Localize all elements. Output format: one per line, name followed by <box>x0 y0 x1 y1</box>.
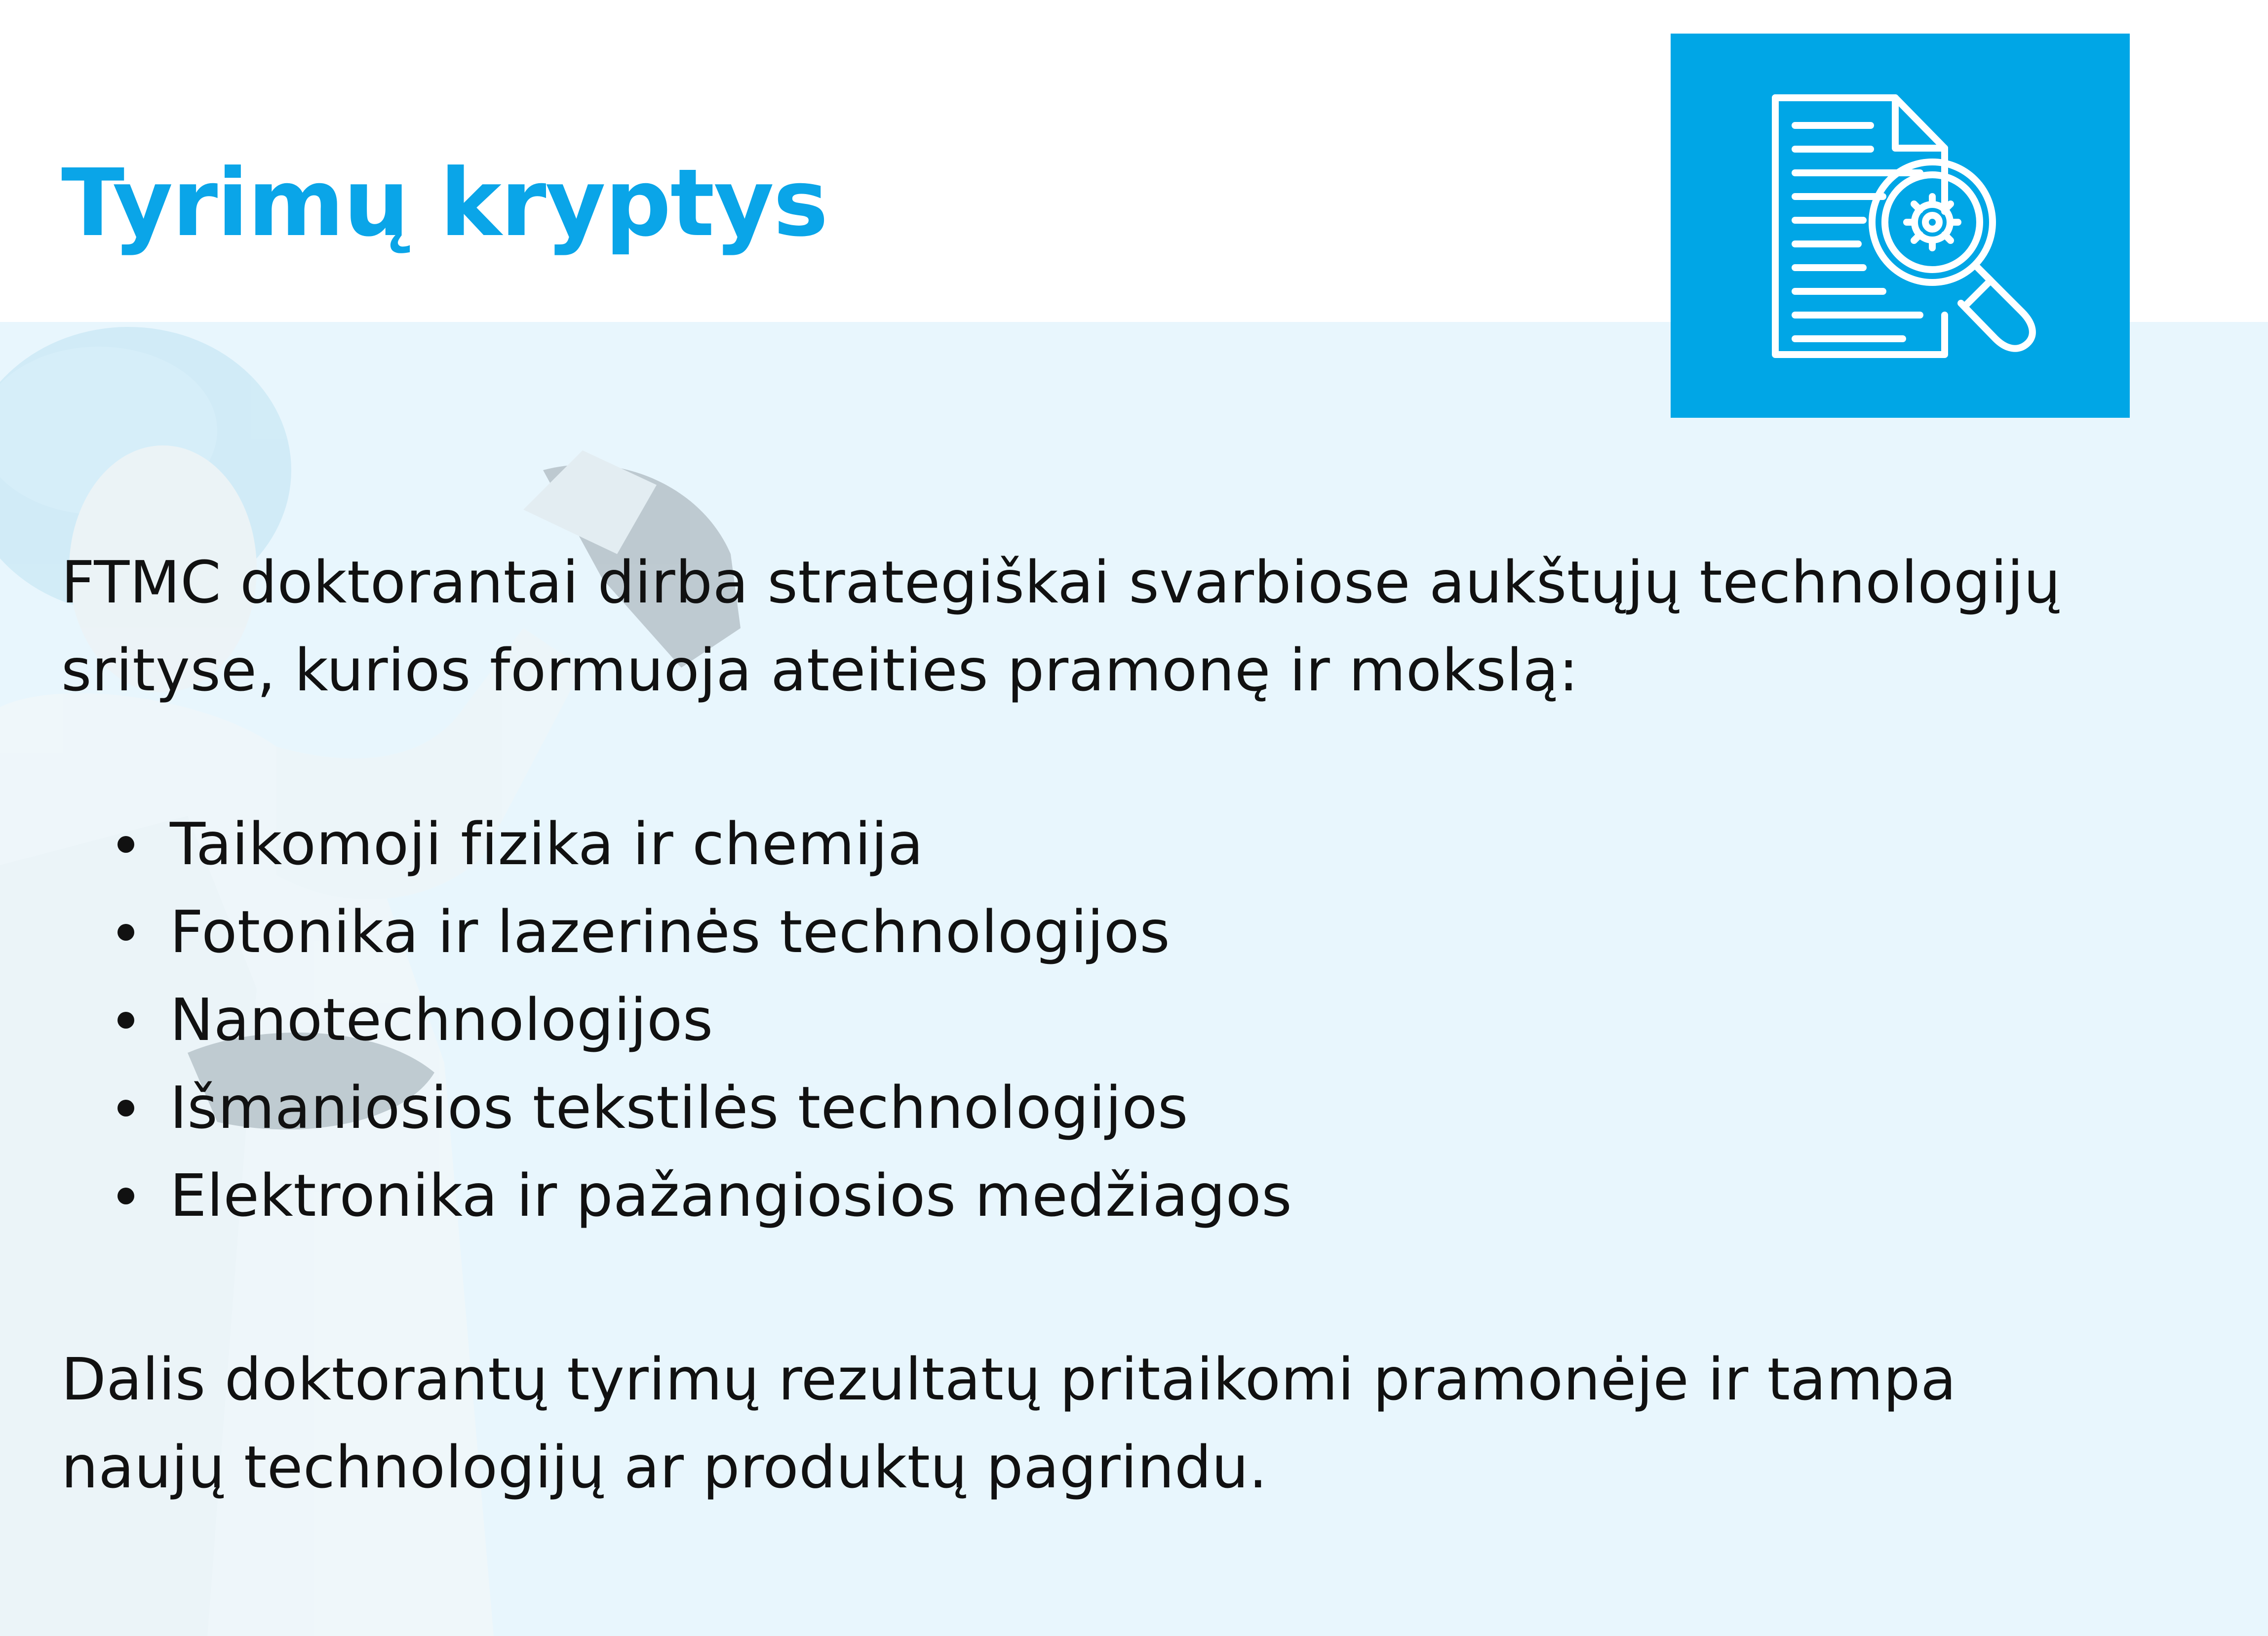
document-search-gear-icon <box>1671 34 2130 418</box>
list-item-label: Taikomoji fizika ir chemija <box>170 810 924 878</box>
list-item-label: Elektronika ir pažangiosios medžiagos <box>170 1161 1292 1230</box>
icon-tile <box>1671 34 2130 418</box>
research-areas-list <box>117 800 1292 1239</box>
list-item <box>117 888 1292 976</box>
list-item <box>117 1152 1292 1239</box>
list-item <box>117 800 1292 888</box>
bullet-icon <box>117 1188 134 1204</box>
list-item <box>117 1064 1292 1152</box>
page-title: Tyrimų kryptys <box>61 149 828 257</box>
list-item-label: Fotonika ir lazerinės technologijos <box>170 898 1171 966</box>
outro-paragraph: Dalis doktorantų tyrimų rezultatų pritaikomi pramonėje ir tampa naujų technologijų ar produktų pagrindu. <box>61 1345 1956 1501</box>
list-item-label: Nanotechnologijos <box>170 986 713 1054</box>
bullet-icon <box>117 924 134 941</box>
list-item-label: Išmaniosios tekstilės technologijos <box>170 1074 1188 1142</box>
bullet-icon <box>117 1100 134 1117</box>
intro-paragraph: FTMC doktorantai dirba strategiškai svarbiose aukštųjų technologijų srityse, kurios formuoja ateities pramonę ir mokslą: <box>61 548 2061 704</box>
bullet-icon <box>117 1012 134 1029</box>
bullet-icon <box>117 836 134 853</box>
list-item <box>117 976 1292 1064</box>
